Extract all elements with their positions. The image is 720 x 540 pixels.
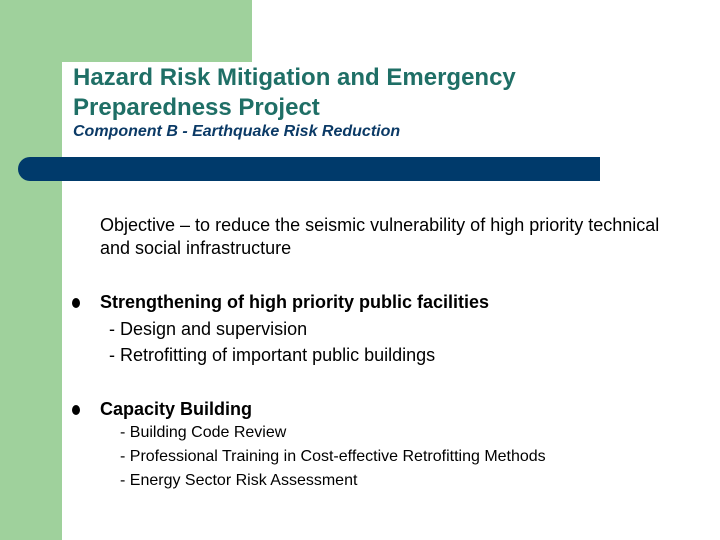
sub-item: - Professional Training in Cost-effective Retrofitting Methods — [120, 448, 546, 465]
objective-paragraph — [100, 214, 680, 260]
bullet-dot-icon — [72, 405, 80, 415]
sub-item: - Energy Sector Risk Assessment — [120, 472, 358, 489]
sub-item: - Retrofitting of important public buildings — [109, 345, 436, 365]
sub-item-list — [120, 421, 546, 493]
sub-item: - Building Code Review — [120, 424, 287, 441]
sub-item: - Design and supervision — [109, 319, 308, 339]
green-corner-block — [0, 0, 252, 62]
objective-label: Objective — [100, 215, 176, 235]
title-divider-bar — [18, 157, 600, 181]
sub-item-list — [109, 316, 435, 368]
objective-text: – to reduce the seismic vulnerability of high priority technical and social infrastructure — [100, 215, 660, 258]
bullet-dot-icon — [72, 298, 80, 308]
bullet-heading: Capacity Building — [100, 399, 253, 419]
green-side-band — [0, 62, 62, 540]
slide-subtitle: Component B - Earthquake Risk Reduction — [73, 123, 401, 140]
bullet-heading: Strengthening of high priority public facilities — [100, 292, 490, 312]
slide-title: Hazard Risk Mitigation and Emergency Preparedness Project — [73, 64, 516, 121]
